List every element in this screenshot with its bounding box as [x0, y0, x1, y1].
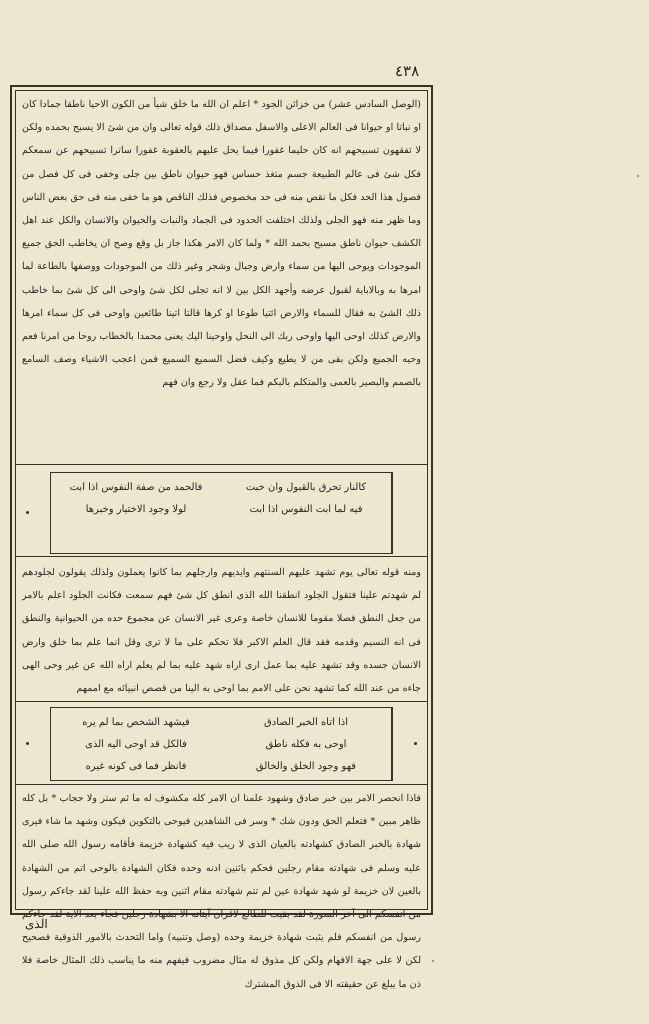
- verse-line: لولا وجود الاختيار وخبرها: [85, 504, 187, 515]
- poem-1: [50, 472, 393, 554]
- section-3: [22, 787, 421, 990]
- poem-2-left-column: [221, 708, 392, 780]
- poem-1-left-column: [221, 473, 392, 553]
- verse-line: اوحى به فكله ناطق: [265, 739, 347, 750]
- verse-line: فهو وجود الخلق والخالق: [255, 761, 357, 772]
- poem-1-right-column: [51, 473, 221, 553]
- divider: [16, 701, 427, 702]
- page-number: ٤٣٨: [395, 62, 420, 80]
- divider: [16, 464, 427, 465]
- text-frame: [10, 85, 433, 990]
- ornament-dot: [26, 742, 29, 745]
- divider: [16, 784, 427, 785]
- poem-2: [50, 707, 393, 781]
- verse-line: اذا اتاه الخبر الصادق: [264, 717, 348, 728]
- ornament-dot: [26, 511, 29, 514]
- section-1: [22, 93, 421, 459]
- section-1-text: (الوصل السادس عشر) من خزائن الجود * اعلم ان الله ما خلق شيأ من الكون الاحيا ناطقا جمادا كان او نباتا او حيوانا فى العالم الاعلى والاسفل مصداق ذلك قوله تعالى وان من شئ الا يسبح بحمده ولكن لا تفقهون تسبيحهم انه كان حليما غفورا فيما يحل عليهم بالعقوبة غفورا ساترا تسبيحهم عن سمعكم فكل شئ فى عالم الطبيعة جسم متغذ حساس فهو حيوان ناطق بين جلى وخفى فى كل فصل من فصول هذا الحد فكل ما نقص منه فى حد مخصوص فذلك الناقص هو ما خفى منه فى حق بعض الناس وما ظهر منه فهو الجلى ولذلك اختلفت الحدود فى الجماد والنبات والحيوان والانسان والكل عند اهل الكشف حيوان ناطق مسبح بحمد الله * ولما كان الامر هكذا جاز بل وقع وصح ان يخاطب الحق جميع الموجودات ويوحى اليها من سماء وارض وجبال وشجر وغير ذلك من الموجودات ووصفها بالطاعة لما امرها به وبالاباية لقبول عرضه وأجهد الكل بين لا انه تجلى لكل شئ واوحى الى كل شئ بما خاطب ذلك الشئ به فقال للسماء والارض ائتيا طوعا او كرها قالتا اتينا طائعين واوحى فى كل سماء امرها والارض كذلك اوحى اليها واوحى ربك الى النحل واوحينا اليك يعنى محمدا بالخطاب روحا من امرنا فعم وحيه الجميع ولكن بقى من لا يطيع وكيف فضل السميع السميع فمن اعجب الاشياء وصف السامع بالصمم والبصير بالعمى والمتكلم بالبكم فما عقل ولا رجع وان فهم: [22, 99, 421, 389]
- poem-2-right-column: [51, 708, 221, 780]
- divider: [16, 556, 427, 557]
- verse-line: كالنار تحرق بالقبول وان خبت: [245, 482, 367, 493]
- section-3-text: فاذا انحصر الامر بين خبر صادق وشهود علمنا ان الامر كله مكشوف له ما ثم ستر ولا حجاب * بل كله ظاهر مبين * فتعلم الحق ودون شك * وسر فى الشاهدين فيوحى بالتكوين فيكون وشهد ما شاء فيرى شهادة بالخبر الصادق كشهادته بالعيان الذى لا ريب فيه كشهادة خزيمة فأقامه رسول الله صلى الله عليه وسلم فى شهادته مقام رجلين فحكم باثنين ادنه وحده فكان الشهادة بالوحى اتم من الشهادة بالعين لان خزيمة لو شهد شهادة عين لم تتم شهادته مقام اثنين وبه حفظ الله علينا لقد جاءكم رسول من انفسكم الى آخر السورة لقد بقيت للطالع لاقران آيتانه الا بشهادة رجلين فجاء بعد الاية لقد جاءكم رسول من انفسكم فلم يثبت شهادة خزيمة وحده (وصل وتنبيه) واما التحدث بالامور الذوقية فصحيح لكن لا على جهة الافهام ولكن كل مذوق له مثال مضروب فيفهم منه ما يناسب ذلك المثال خاصة فلا ذن ما يبلغ عن حقيقته الا فى الذوق المشترك: [22, 793, 421, 990]
- verse-line: فيه لما ابت النفوس اذا ابت: [249, 504, 363, 515]
- paper-speck: [637, 175, 639, 177]
- verse-line: فالحمد من صفة النفوس اذا ابت: [69, 482, 203, 493]
- ornament-dot: [414, 742, 417, 745]
- section-2-text: ومنه قوله تعالى يوم تشهد عليهم السنتهم وايديهم وارجلهم بما كانوا يعملون ولذلك يقولون لجلودهم لم شهدتم علينا فتقول الجلود انطقنا الله الذى انطق كل شئ فهم سمعت فكانت الجلود اعلم بالامر من جعل النطق فصلا مقوما للانسان خاصة وعرى غير الانسان عن مجموع حده من الحيوانية والنطق فى انه النسيم وقدمه فقد قال العلم الاكبر فلا تحكم على ما لا ترى وقل انما علم بما خلق وارض الانسان جسده وقد تشهد عليه بما عمل ارى اراه شهد عليه بما لم يعلم اراه الله عن غير وحى الهى جاءه من عند الله كما تشهد نحن على الامم بما اوحى به الينا من قصص انبيائه مع اممهم: [22, 567, 421, 695]
- verse-line: فيشهد الشخص بما لم يره: [82, 717, 190, 728]
- catchword: الذى: [25, 917, 48, 931]
- verse-line: فانظر فما فى كونه غيره: [85, 761, 187, 772]
- section-2: [22, 561, 421, 701]
- paper-speck: [432, 960, 434, 962]
- verse-line: فالكل قد اوحى اليه الذى: [85, 739, 187, 750]
